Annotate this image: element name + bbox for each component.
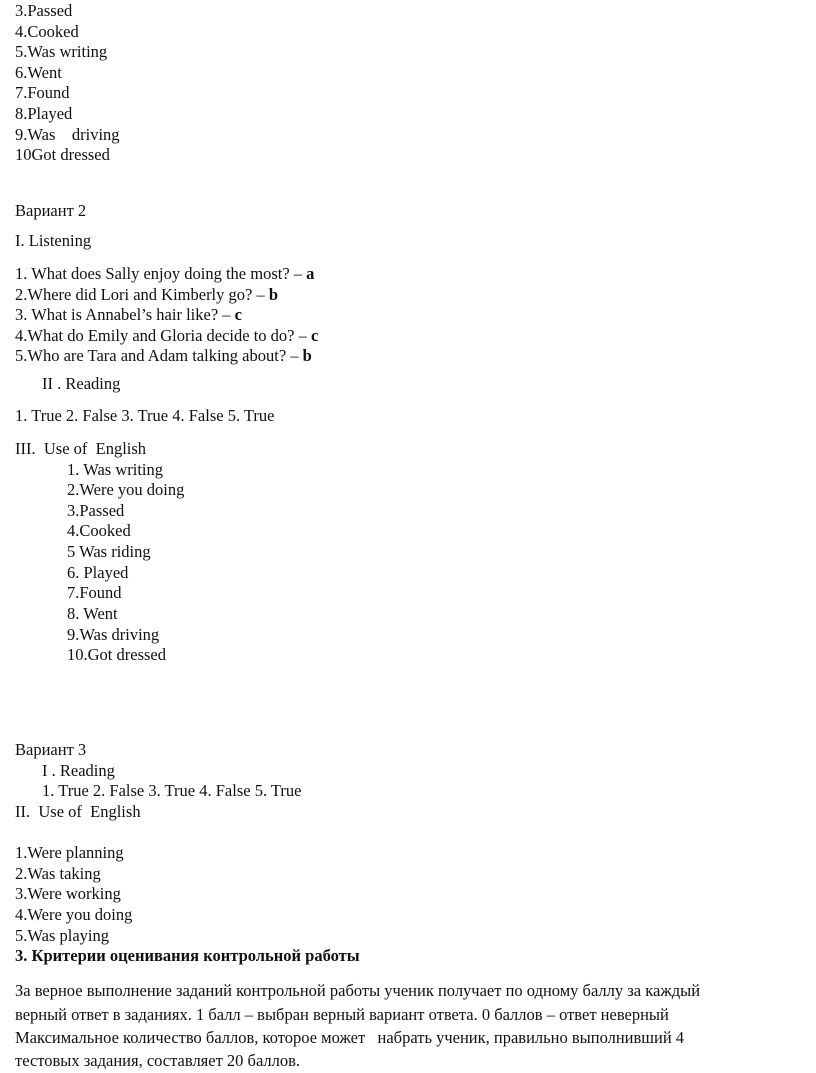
question-text: 3. What is Annabel’s hair like? – (15, 305, 235, 324)
variant-2-title: Вариант 2 (15, 201, 87, 220)
answer-letter: c (311, 326, 319, 345)
v3-reading-heading: I . Reading (42, 761, 115, 780)
criteria-line: верный ответ в заданиях. 1 балл – выбран верный вариант ответа. 0 баллов – ответ неверный (15, 1005, 669, 1024)
answer-letter: c (234, 305, 242, 324)
v2-reading-answers: 1. True 2. False 3. True 4. False 5. True (15, 406, 275, 425)
v2-reading-heading: II . Reading (42, 374, 121, 393)
criteria-line: За верное выполнение заданий контрольной работы ученик получает по одному баллу за каждый (15, 981, 701, 1000)
v3-english-item: 1.Were planning (15, 843, 124, 862)
v3-english-item: 2.Was taking (15, 864, 101, 883)
v3-english-item: 3.Were working (15, 884, 121, 903)
v3-reading-answers: 1. True 2. False 3. True 4. False 5. True (42, 781, 302, 800)
v2-english-item: 3.Passed (67, 501, 125, 520)
top-list-item: 5.Was writing (15, 42, 108, 61)
top-list-item: 10Got dressed (15, 145, 110, 164)
top-list-item: 3.Passed (15, 1, 73, 20)
top-list-item: 9.Was driving (15, 125, 120, 144)
top-list-item: 6.Went (15, 63, 62, 82)
criteria-line: тестовых задания, составляет 20 баллов. (15, 1051, 301, 1070)
answer-letter: b (302, 346, 312, 365)
v2-english-item: 2.Were you doing (67, 480, 185, 499)
v2-english-item: 6. Played (67, 563, 129, 582)
v2-listening-item (15, 264, 314, 284)
top-list-item: 4.Cooked (15, 22, 79, 41)
v2-listening-heading: I. Listening (15, 231, 92, 250)
criteria-line: Максимальное количество баллов, которое может набрать ученик, правильно выполнивший 4 (15, 1028, 685, 1047)
v2-english-item: 1. Was writing (67, 460, 163, 479)
top-list-item: 7.Found (15, 83, 70, 102)
v3-english-heading: II. Use of English (15, 802, 141, 821)
v2-listening-item (15, 326, 318, 346)
top-list-item: 8.Played (15, 104, 73, 123)
question-text: 1. What does Sally enjoy doing the most? – (15, 264, 307, 283)
variant-3-title: Вариант 3 (15, 740, 87, 759)
v2-english-item: 9.Was driving (67, 625, 160, 644)
question-text: 2.Where did Lori and Kimberly go? – (15, 285, 269, 304)
v2-english-item: 10.Got dressed (67, 645, 166, 664)
v2-listening-item (15, 305, 242, 325)
v2-english-item: 7.Found (67, 583, 122, 602)
v2-listening-item (15, 346, 312, 366)
v2-english-item: 5 Was riding (67, 542, 151, 561)
answer-letter: b (268, 285, 279, 304)
v2-english-item: 4.Cooked (67, 521, 131, 540)
v2-listening-item (15, 285, 278, 305)
v3-english-item: 5.Was playing (15, 926, 109, 945)
question-text: 5.Who are Tara and Adam talking about? – (15, 346, 303, 365)
criteria-heading: 3. Критерии оценивания контрольной работы (15, 946, 360, 965)
v3-english-item: 4.Were you doing (15, 905, 133, 924)
v2-english-item: 8. Went (67, 604, 118, 623)
answer-letter: a (306, 264, 315, 283)
v2-english-heading: III. Use of English (15, 439, 147, 458)
question-text: 4.What do Emily and Gloria decide to do? – (15, 326, 312, 345)
